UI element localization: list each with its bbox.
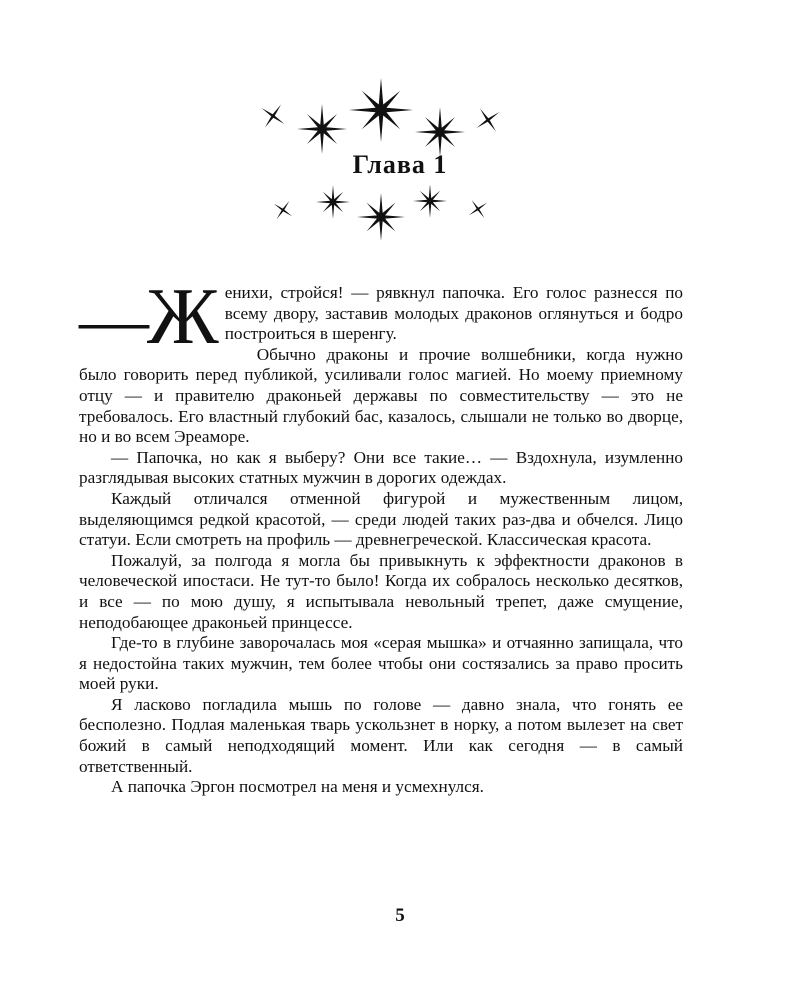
page-number: 5 [395, 905, 405, 926]
paragraph: Я ласково погладила мышь по голове — давно знала, что гонять ее бесполезно. Подлая маленькая тварь ускользнет в норку, а потом вылезет на свет божий в самый неподходящий момент. Или как сегодня — в самый ответственный. [79, 694, 683, 776]
star-icon [349, 78, 413, 142]
paragraph: Где-то в глубине заворочалась моя «серая мышка» и отчаянно запищала, что я недостойна таких мужчин, тем более чтобы они состязались за право просить моей руки. [79, 633, 683, 694]
star-cluster-icon [0, 72, 800, 162]
star-icon [254, 97, 293, 136]
paragraph: — Папочка, но как я выберу? Они все такие… — Вздохнула, изумленно разглядывая высоких статных мужчин в дорогих одеждах. [79, 447, 683, 488]
paragraph-text: енихи, стройся! — рявкнул папочка. Его голос разнесся по всему двору, заставив молодых драконов оглянуться и бодро построиться в шеренгу. [224, 283, 683, 344]
paragraph: Обычно драконы и прочие волшебники, когда нужно было говорить перед публикой, усиливали голос магией. Но моему приемному отцу — и правителю драконьей державы по совместительству — это не требовалось. Его властный глубокий бас, казалось, слышали не только во дворце, но и во всем Эреаморе. [79, 344, 683, 447]
chapter-ornament-bottom [0, 185, 800, 240]
drop-cap-letter: Ж [147, 273, 219, 361]
star-icon [297, 104, 347, 154]
star-cluster-icon [0, 185, 800, 240]
star-icon [357, 193, 405, 240]
paragraph: Пожалуй, за полгода я могла бы привыкнуть к эффектности драконов в человеческой ипостаси. Не тут-то было! Когда их собралось несколько десятков, и все — по мою душу, я испытывала невольный трепет, даже смущение, неподобающее драконьей принцессе. [79, 550, 683, 632]
star-icon [469, 101, 508, 140]
drop-cap-dash: — [79, 282, 147, 359]
chapter-title: Глава 1 [352, 150, 448, 179]
paragraph: А папочка Эргон посмотрел на меня и усмехнулся. [111, 777, 484, 797]
star-icon [413, 185, 447, 218]
paragraph [79, 273, 683, 361]
paragraph: Каждый отличался отменной фигурой и мужественным лицом, выделяющимся редкой красотой, — среди людей таких раз-два и обчелся. Лицо статуи. Если смотреть на профиль — древнегреческой. Классическая красота. [79, 488, 683, 550]
star-icon [463, 194, 494, 225]
drop-cap [79, 273, 219, 361]
chapter-ornament-top [0, 72, 800, 162]
star-icon [316, 185, 350, 219]
chapter-body [79, 273, 683, 798]
star-icon [268, 195, 299, 226]
